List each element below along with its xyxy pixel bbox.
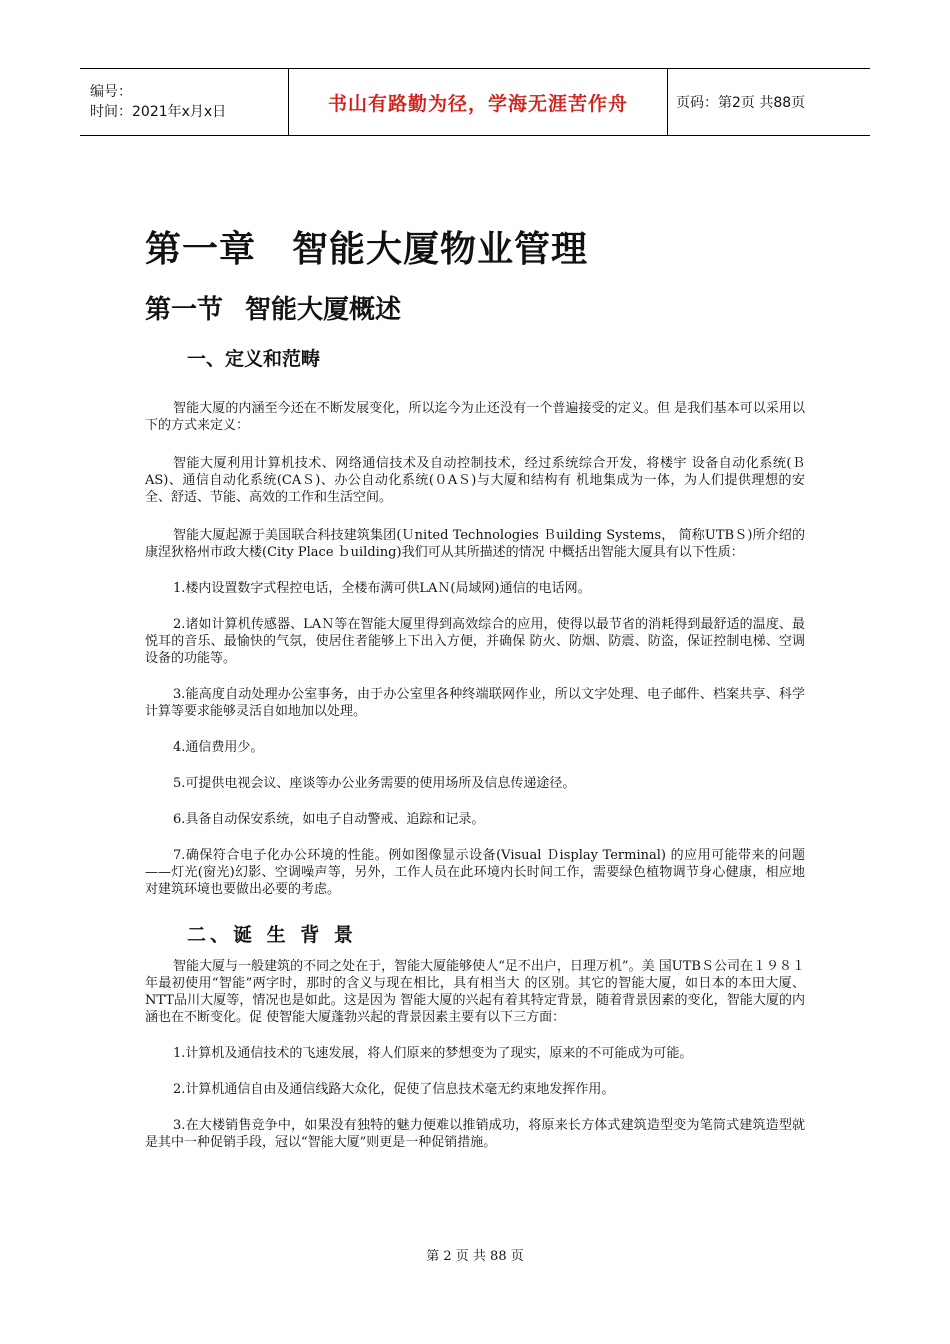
page-footer: 第 2 页 共 88 页	[426, 1249, 524, 1264]
header-page-info: 页码：第2页 共88页	[668, 69, 871, 136]
document-number-label: 编号：	[90, 84, 132, 100]
document-date: 时间：2021年x月x日	[90, 104, 227, 120]
page-header	[80, 68, 870, 136]
document-body	[145, 222, 805, 1151]
chapter-number: 第一章	[145, 229, 257, 270]
section-number: 第一节	[145, 295, 224, 325]
chapter-title	[145, 222, 805, 278]
list-item: 4.通信费用少。	[173, 740, 264, 755]
chapter-name: 智能大厦物业管理	[292, 229, 589, 270]
section-title	[145, 290, 805, 330]
subsection-heading-background: 二、诞 生 背 景	[187, 924, 357, 946]
list-item: 2.诸如计算机传感器、LAＮ等在智能大厦里得到高效综合的应用，使得以最节省的消耗得到最舒适的温度、最悦耳的音乐、最愉快的气氛，使居住者能够上下出入方便，并确保 防火、防烟、防震、防盗，保证控制电梯、空调设备的功能等。	[145, 617, 805, 666]
list-item: 1.楼内设置数字式程控电话，全楼布满可供LAＮ(局域网)通信的电话网。	[173, 581, 591, 596]
header-motto: 书山有路勤为径，学海无涯苦作舟	[289, 69, 668, 136]
paragraph: 智能大厦起源于美国联合科技建筑集团(Ｕnited Technologies Ｂuilding Systems， 简称UTBＳ)所介绍的康涅狄格州市政大楼(City Place ｂuilding)我们可从其所描述的情况 中概括出智能大厦具有以下性质：	[145, 528, 805, 560]
list-item: 3.在大楼销售竞争中，如果没有独特的魅力便难以推销成功，将原来长方体式建筑造型变为笔筒式建筑造型就是其中一种促销手段，冠以“智能大厦”则更是一种促销措施。	[145, 1118, 805, 1150]
list-item: 2.计算机通信自由及通信线路大众化，促使了信息技术毫无约束地发挥作用。	[173, 1082, 615, 1097]
header-meta	[80, 69, 289, 136]
paragraph: 智能大厦利用计算机技术、网络通信技术及自动控制技术，经过系统综合开发，将楼宇 设备自动化系统(ＢAS)、通信自动化系统(CAＳ)、办公自动化系统(０AＳ)与大厦和结构有 机地集成为一体，为人们提供理想的安全、舒适、节能、高效的工作和生活空间。	[145, 456, 805, 505]
list-item: 7.确保符合电子化办公环境的性能。例如图像显示设备(Visual Ｄisplay Terminal) 的应用可能带来的问题——灯光(窗光)幻影、空调噪声等，另外，工作人员在此环境内长时间工作，需要绿色植物调节身心健康，相应地对建筑环境也要做出必要的考虑。	[145, 848, 805, 897]
subsection-heading-definition: 一、定义和范畴	[187, 348, 321, 370]
list-item: 5.可提供电视会议、座谈等办公业务需要的使用场所及信息传递途径。	[173, 776, 576, 791]
section-name: 智能大厦概述	[245, 295, 402, 325]
list-item: 3.能高度自动处理办公室事务，由于办公室里各种终端联网作业，所以文字处理、电子邮件、档案共享、科学计算等要求能够灵活自如地加以处理。	[145, 687, 805, 719]
list-item: 6.具备自动保安系统，如电子自动警戒、追踪和记录。	[173, 812, 485, 827]
paragraph: 智能大厦的内涵至今还在不断发展变化，所以迄今为止还没有一个普遍接受的定义。但 是我们基本可以采用以下的方式来定义：	[145, 401, 805, 433]
list-item: 1.计算机及通信技术的飞速发展，将人们原来的梦想变为了现实，原来的不可能成为可能。	[173, 1046, 693, 1061]
paragraph: 智能大厦与一般建筑的不同之处在于，智能大厦能够使人“足不出户，日理万机”。美 国UTBＳ公司在１９８１年最初使用“智能”两字时，那时的含义与现在相比，具有相当大 的区别。其它的智能大厦，如日本的本田大厦、NTT品川大厦等，情况也是如此。这是因为 智能大厦的兴起有着其特定背景，随着背景因素的变化，智能大厦的内涵也在不断变化。促 使智能大厦蓬勃兴起的背景因素主要有以下三方面：	[145, 959, 805, 1025]
